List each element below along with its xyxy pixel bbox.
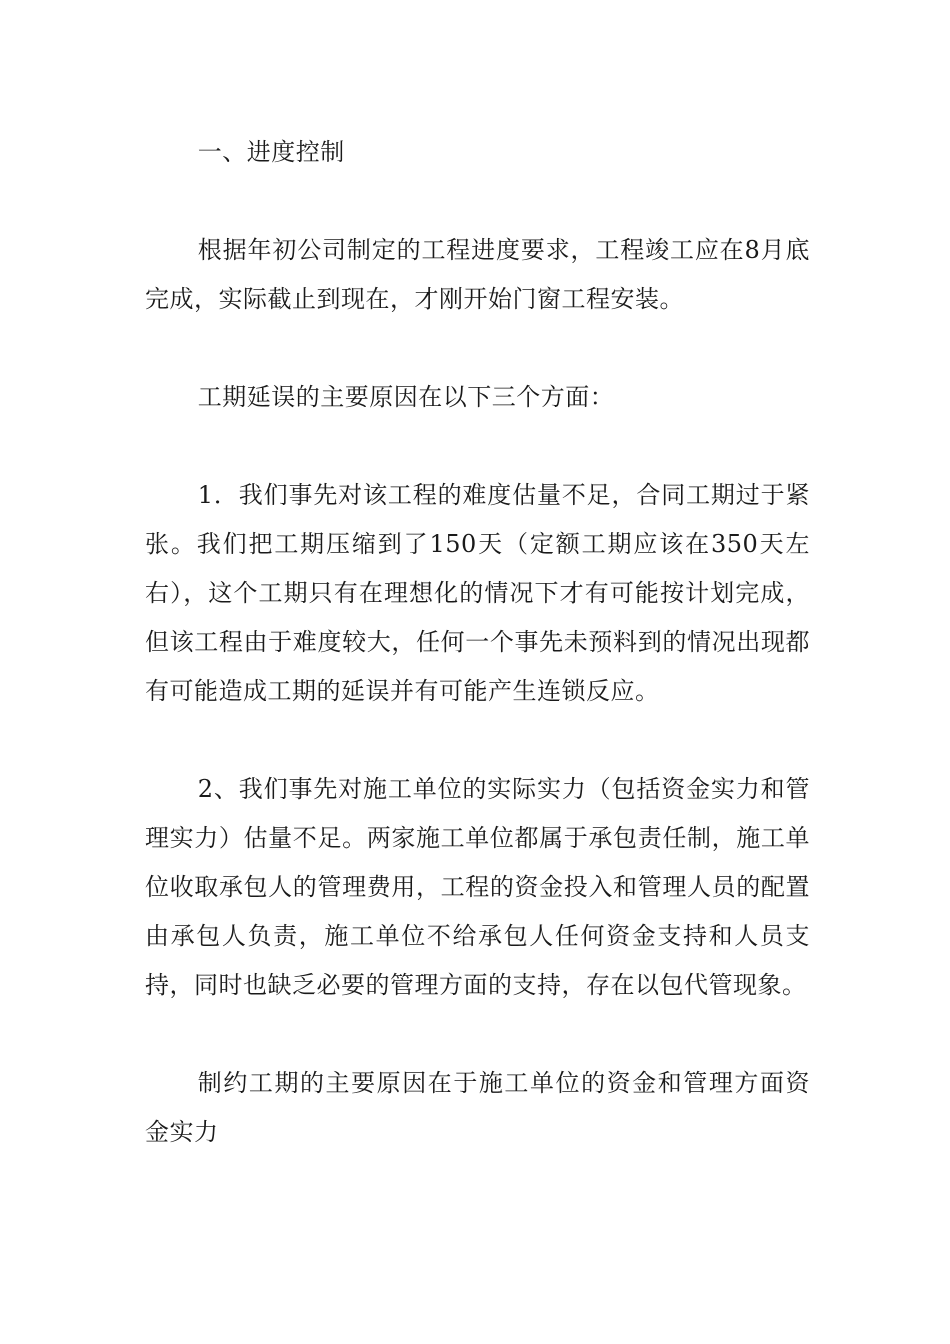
section-heading: 一、进度控制 [197,138,345,166]
paragraph-reason-2: 2、我们事先对施工单位的实际实力（包括资金实力和管理实力）估量不足。两家施工单位都属于承包责任制，施工单位收取承包人的管理费用，工程的资金投入和管理人员的配置由承包人负责，施工单位不给承包人任何资金支持和人员支持，同时也缺乏必要的管理方面的支持，存在以包代管现象。 [145,775,810,999]
paragraph-constraint: 制约工期的主要原因在于施工单位的资金和管理方面资金实力 [145,1069,810,1146]
document-page [145,128,810,1157]
paragraph-reason-1: 1．我们事先对该工程的难度估量不足，合同工期过于紧张。我们把工期压缩到了150天（定额工期应该在350天左右），这个工期只有在理想化的情况下才有可能按计划完成，但该工程由于难度较大，任何一个事先未预料到的情况出现都有可能造成工期的延误并有可能产生连锁反应。 [145,481,810,705]
paragraph-delay-intro: 工期延误的主要原因在以下三个方面： [197,383,615,411]
paragraph-schedule-requirement: 根据年初公司制定的工程进度要求，工程竣工应在8月底完成，实际截止到现在，才刚开始门窗工程安装。 [145,236,810,313]
